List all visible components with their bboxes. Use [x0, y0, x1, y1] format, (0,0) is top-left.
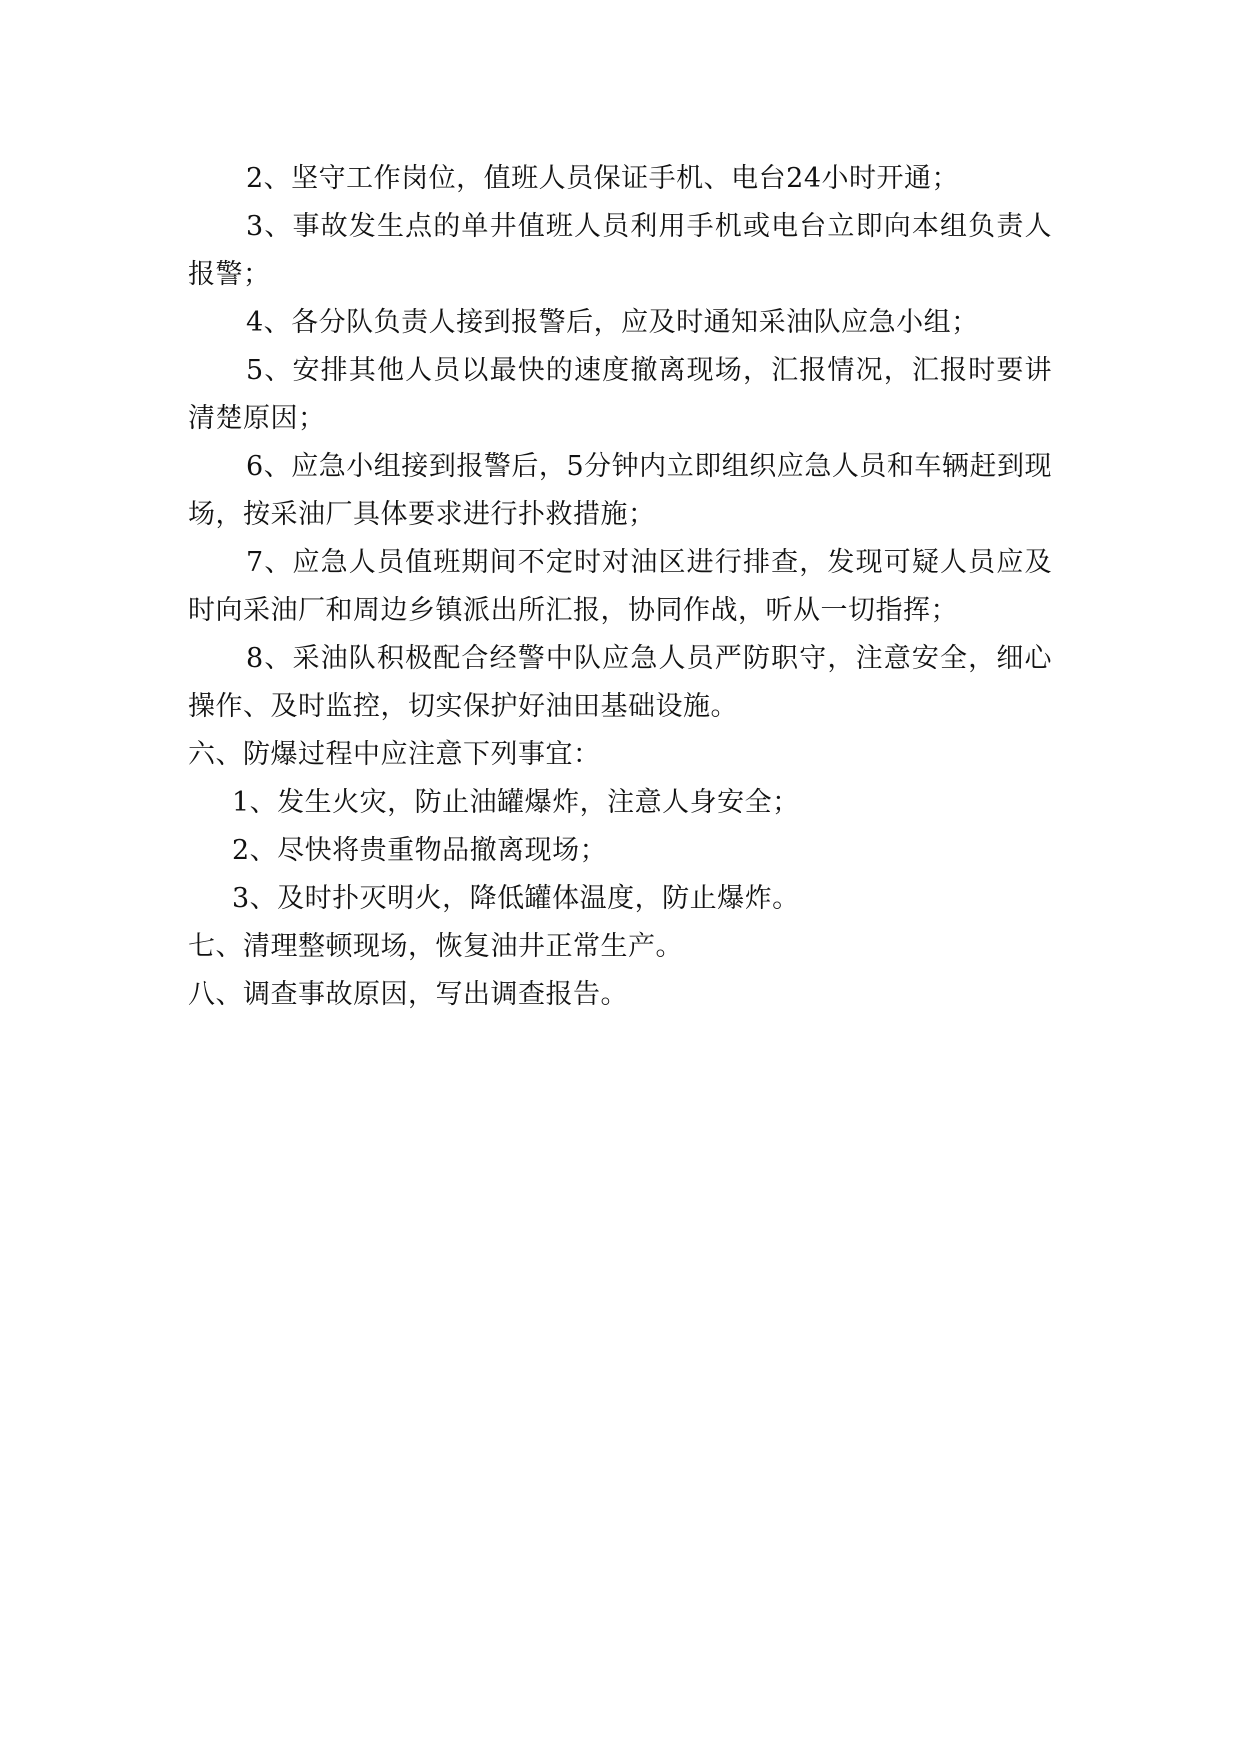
paragraph-item-2: 2、坚守工作岗位，值班人员保证手机、电台24小时开通；	[246, 163, 960, 194]
section-heading-8: 八、调查事故原因，写出调查报告。	[188, 979, 628, 1010]
paragraph-item-5: 5、安排其他人员以最快的速度撤离现场，汇报情况，汇报时要讲清楚原因；	[188, 355, 1052, 434]
paragraph-item-7: 7、应急人员值班期间不定时对油区进行排查，发现可疑人员应及时向采油厂和周边乡镇派出所汇报，协同作战，听从一切指挥；	[188, 547, 1052, 626]
section-heading-7: 七、清理整顿现场，恢复油井正常生产。	[188, 931, 683, 962]
sub-item-2: 2、尽快将贵重物品撤离现场；	[232, 835, 608, 866]
section-heading-6: 六、防爆过程中应注意下列事宜：	[188, 739, 601, 770]
paragraph-item-8: 8、采油队积极配合经警中队应急人员严防职守，注意安全，细心操作、及时监控，切实保护好油田基础设施。	[188, 643, 1052, 722]
document-page	[188, 155, 1052, 1019]
sub-item-1: 1、发生火灾，防止油罐爆炸，注意人身安全；	[232, 787, 800, 818]
sub-item-3: 3、及时扑灭明火，降低罐体温度，防止爆炸。	[232, 883, 800, 914]
paragraph-item-4: 4、各分队负责人接到报警后，应及时通知采油队应急小组；	[246, 307, 979, 338]
paragraph-item-6: 6、应急小组接到报警后，5分钟内立即组织应急人员和车辆赶到现场，按采油厂具体要求进行扑救措施；	[188, 451, 1052, 530]
paragraph-item-3: 3、事故发生点的单井值班人员利用手机或电台立即向本组负责人报警；	[188, 211, 1052, 290]
